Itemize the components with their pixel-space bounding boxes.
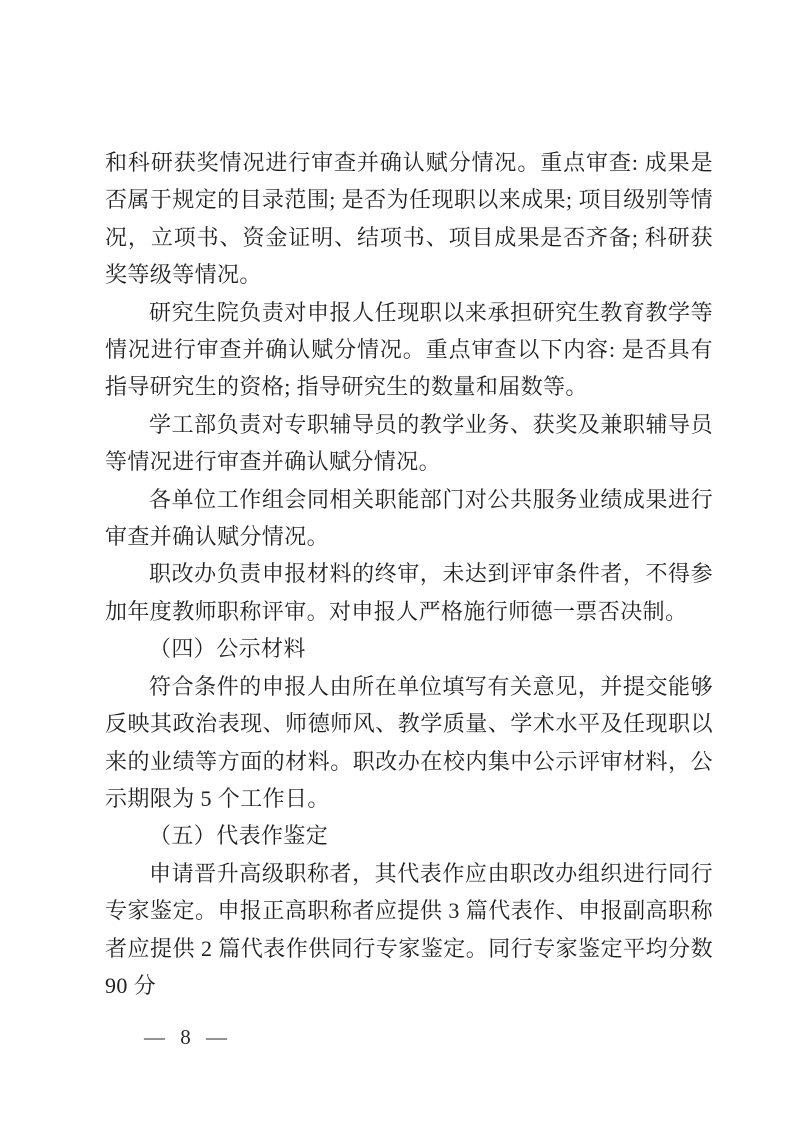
page-number: — 8 — <box>144 1025 232 1049</box>
paragraph-peer-expert-appraisal: 申请晋升高级职称者，其代表作应由职改办组织进行同行专家鉴定。申报正高职称者应提供 3 篇代表作、申报副高职称者应提供 2 篇代表作供同行专家鉴定。同行专家鉴定平均分数 90 分 <box>105 860 713 998</box>
document-body <box>105 144 713 1004</box>
page-footer <box>103 1000 232 1075</box>
paragraph-student-affairs-review: 学工部负责对专职辅导员的教学业务、获奖及兼职辅导员等情况进行审查并确认赋分情况。 <box>105 411 713 475</box>
paragraph-unit-workgroup-review: 各单位工作组会同相关职能部门对公共服务业绩成果进行审查并确认赋分情况。 <box>105 486 713 550</box>
paragraph-public-notice-materials: 符合条件的申报人由所在单位填写有关意见，并提交能够反映其政治表现、师德师风、教学质量、学术水平及任现职以来的业绩等方面的材料。职改办在校内集中公示评审材料，公示期限为 5 个工作日。 <box>105 673 713 811</box>
section-heading-4-public-materials: （四）公示材料 <box>149 636 306 662</box>
paragraph-graduate-school-review: 研究生院负责对申报人任现职以来承担研究生教育教学等情况进行审查并确认赋分情况。重点审查以下内容: 是否具有指导研究生的资格; 指导研究生的数量和届数等。 <box>105 299 713 400</box>
paragraph-review-continuation: 和科研获奖情况进行审查并确认赋分情况。重点审查: 成果是否属于规定的目录范围; 是否为任现职以来成果; 项目级别等情况，立项书、资金证明、结项书、项目成果是否齐备; 科研获奖等级等情况。 <box>105 150 713 288</box>
paragraph-final-review-veto: 职改办负责申报材料的终审，未达到评审条件者，不得参加年度教师职称评审。对申报人严格施行师德一票否决制。 <box>105 561 713 624</box>
section-heading-5-representative-work-appraisal: （五）代表作鉴定 <box>149 823 329 849</box>
